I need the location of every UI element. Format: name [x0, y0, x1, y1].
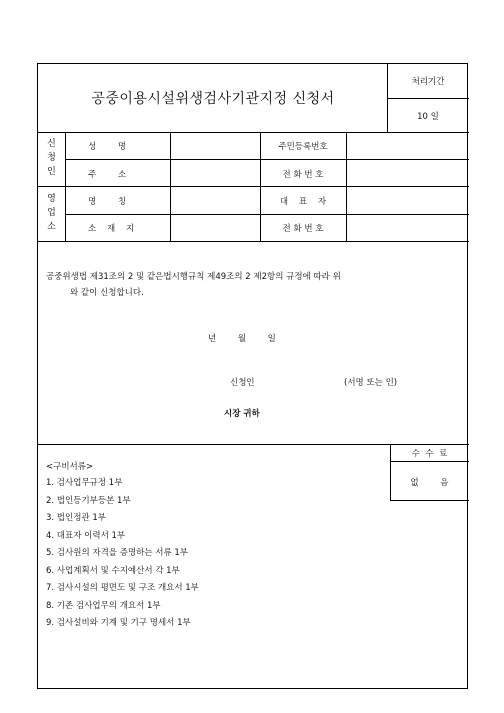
fee-label: 수 수 료 [411, 449, 448, 459]
addressee: 시장 귀하 [224, 409, 260, 419]
representative-field[interactable] [347, 187, 468, 213]
application-date: 년 월 일 [208, 334, 276, 344]
address-field[interactable] [171, 160, 259, 185]
representative-label: 대 표 자 [279, 197, 327, 207]
list-item: 3. 법인정관 1부 [46, 513, 106, 523]
rrn-label: 주민등록번호 [278, 142, 328, 152]
location-field[interactable] [171, 215, 259, 240]
signature-note: (서명 또는 인) [344, 378, 398, 388]
applicant-phone-field[interactable] [347, 160, 468, 185]
fee-value: 없 음 [410, 478, 449, 488]
business-phone-label: 전 화 번 호 [282, 224, 324, 234]
address-label: 주 소 [88, 170, 127, 180]
application-form [37, 63, 468, 689]
name-label: 성 명 [88, 142, 127, 152]
business-name-field[interactable] [171, 187, 259, 213]
statement-line-1: 공중위생법 제31조의 2 및 같은법시행규칙 제49조의 2 제2항의 규정에 따라 위 [46, 272, 341, 282]
list-item: 7. 검사시설의 평면도 및 구조 개요서 1부 [46, 583, 199, 593]
processing-period-value: 10 일 [417, 112, 439, 122]
required-documents-header: <구비서류> [46, 462, 94, 472]
statement-text [46, 269, 466, 301]
list-item: 8. 기존 검사업무의 개요서 1부 [46, 600, 161, 611]
business-phone-field[interactable] [347, 215, 468, 240]
list-item: 4. 대표자 이력서 1부 [46, 530, 126, 541]
name-field[interactable] [171, 133, 259, 158]
applicant-section-label: 신 청 인 [47, 139, 56, 177]
location-label: 소 재 지 [88, 224, 135, 234]
rrn-field[interactable] [347, 133, 468, 158]
required-documents-list [46, 476, 386, 634]
applicant-phone-label: 전 화 번 호 [282, 170, 324, 180]
business-section-label: 영 업 소 [47, 194, 56, 232]
business-name-label: 명 칭 [88, 197, 127, 207]
form-title: 공중이용시설위생검사기관지정 신청서 [91, 91, 335, 107]
applicant-signature-field[interactable] [263, 370, 343, 388]
statement-line-2: 와 같이 신청합니다. [70, 288, 144, 298]
list-item: 1. 검사업무규정 1부 [46, 478, 123, 488]
list-item: 2. 법인등기부등본 1부 [46, 495, 131, 506]
list-item: 6. 사업계획서 및 수지예산서 각 1부 [46, 565, 180, 576]
applicant-signature-label: 신청인 [230, 378, 255, 388]
list-item: 9. 검사설비와 기계 및 기구 명세서 1부 [46, 618, 191, 628]
list-item: 5. 검사원의 자격을 증명하는 서류 1부 [46, 548, 188, 558]
processing-period-label: 처리기간 [411, 77, 445, 87]
